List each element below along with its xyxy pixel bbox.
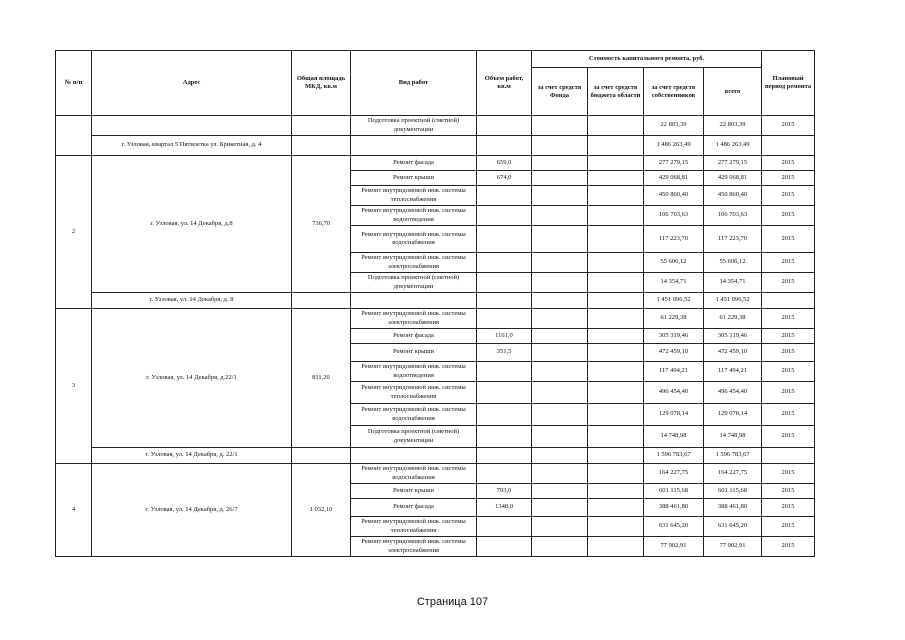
cell-work: Ремонт внутридомовой инж. системы электроснабжения bbox=[351, 537, 477, 557]
cell-work: Ремонт крыши bbox=[351, 171, 477, 186]
cell-fund bbox=[532, 382, 588, 404]
cell-work bbox=[351, 136, 477, 156]
cell-num: 3 bbox=[56, 309, 92, 464]
cell-fund bbox=[532, 156, 588, 171]
cell-budget bbox=[588, 464, 644, 484]
cell-fund bbox=[532, 404, 588, 426]
cell-owners: 117 223,70 bbox=[644, 226, 704, 253]
cell-work: Ремонт внутридомовой инж. системы водоснабжения bbox=[351, 464, 477, 484]
cell-period: 2015 bbox=[762, 226, 815, 253]
subtotal-address: г. Узловая, квартал 5 Пятилетка ул. Брикетная, д. 4 bbox=[92, 136, 292, 156]
cell-area: 1 032,10 bbox=[292, 464, 351, 557]
cell-owners: 164 227,75 bbox=[644, 464, 704, 484]
cell-volume bbox=[477, 273, 532, 293]
cell-work: Ремонт внутридомовой инж. системы водоотведения bbox=[351, 206, 477, 226]
cell-owners: 14 748,98 bbox=[644, 426, 704, 448]
cell-work: Ремонт фасада bbox=[351, 156, 477, 171]
cell-owners: 22 803,39 bbox=[644, 116, 704, 136]
cell-volume bbox=[477, 226, 532, 253]
cell-work: Подготовка проектной (сметной) документации bbox=[351, 273, 477, 293]
cell-budget bbox=[588, 329, 644, 344]
cell-total: 117 223,70 bbox=[704, 226, 762, 253]
cell-work: Ремонт внутридомовой инж. системы электроснабжения bbox=[351, 253, 477, 273]
cell-owners: 450 860,40 bbox=[644, 186, 704, 206]
cell-volume: 674,0 bbox=[477, 171, 532, 186]
cell-budget bbox=[588, 226, 644, 253]
cell-address: г. Узловая, ул. 14 Декабря, д.22/1 bbox=[92, 309, 292, 448]
cell-volume bbox=[477, 517, 532, 537]
cell-period: 2015 bbox=[762, 156, 815, 171]
cell-fund bbox=[532, 484, 588, 499]
cell-work: Подготовка проектной (сметной) документации bbox=[351, 116, 477, 136]
cell-total: 14 748,98 bbox=[704, 426, 762, 448]
cell-total: 117 494,21 bbox=[704, 362, 762, 382]
cell-period: 2015 bbox=[762, 329, 815, 344]
cell-work: Ремонт внутридомовой инж. системы водоснабжения bbox=[351, 226, 477, 253]
cell-budget bbox=[588, 499, 644, 517]
cell-fund bbox=[532, 448, 588, 464]
cell-total: 14 354,71 bbox=[704, 273, 762, 293]
cell-budget bbox=[588, 206, 644, 226]
cell-volume bbox=[477, 537, 532, 557]
cell-budget bbox=[588, 186, 644, 206]
cell-address bbox=[92, 116, 292, 136]
table-row bbox=[56, 116, 815, 136]
cell-owners: 55 606,12 bbox=[644, 253, 704, 273]
cell-total: 631 645,20 bbox=[704, 517, 762, 537]
cell-budget bbox=[588, 309, 644, 329]
cell-fund bbox=[532, 293, 588, 309]
cell-work: Ремонт крыши bbox=[351, 484, 477, 499]
cell-total: 22 803,39 bbox=[704, 116, 762, 136]
cell-budget bbox=[588, 362, 644, 382]
cell-budget bbox=[588, 404, 644, 426]
cell-budget bbox=[588, 253, 644, 273]
cell-owners: 601 115,68 bbox=[644, 484, 704, 499]
cell-total: 164 227,75 bbox=[704, 464, 762, 484]
cell-owners: 61 229,38 bbox=[644, 309, 704, 329]
table-row bbox=[56, 156, 815, 171]
cell-budget bbox=[588, 382, 644, 404]
cell-period: 2015 bbox=[762, 116, 815, 136]
cell-total: 496 454,40 bbox=[704, 382, 762, 404]
cell-volume bbox=[477, 309, 532, 329]
cell-volume bbox=[477, 464, 532, 484]
cell-volume: 1161,0 bbox=[477, 329, 532, 344]
cell-period: 2015 bbox=[762, 186, 815, 206]
cell-period: 2015 bbox=[762, 309, 815, 329]
cell-total: 388 461,80 bbox=[704, 499, 762, 517]
cell-work: Ремонт внутридомовой инж. системы электроснабжения bbox=[351, 309, 477, 329]
cell-total: 450 860,40 bbox=[704, 186, 762, 206]
subtotal-total: 1 486 263,49 bbox=[704, 136, 762, 156]
cell-address: г. Узловая, ул. 14 Декабря, д.8 bbox=[92, 156, 292, 293]
cell-fund bbox=[532, 537, 588, 557]
cell-volume bbox=[477, 382, 532, 404]
cell-period: 2015 bbox=[762, 464, 815, 484]
header-fund: за счет средств Фонда bbox=[532, 68, 588, 116]
cell-fund bbox=[532, 344, 588, 362]
cell-fund bbox=[532, 464, 588, 484]
cell-total: 129 078,14 bbox=[704, 404, 762, 426]
cell-period: 2015 bbox=[762, 426, 815, 448]
cell-num bbox=[56, 116, 92, 156]
cell-work: Ремонт внутридомовой инж. системы теплоснабжения bbox=[351, 382, 477, 404]
cell-num: 2 bbox=[56, 156, 92, 309]
cell-total: 305 319,46 bbox=[704, 329, 762, 344]
cell-period bbox=[762, 293, 815, 309]
cell-budget bbox=[588, 448, 644, 464]
cell-work bbox=[351, 293, 477, 309]
cell-work: Ремонт внутридомовой инж. системы водоснабжения bbox=[351, 404, 477, 426]
cell-area bbox=[292, 136, 351, 156]
subtotal-total: 1 596 783,67 bbox=[704, 448, 762, 464]
cell-fund bbox=[532, 116, 588, 136]
cell-volume bbox=[477, 253, 532, 273]
cell-period: 2015 bbox=[762, 537, 815, 557]
cell-budget bbox=[588, 116, 644, 136]
cell-budget bbox=[588, 537, 644, 557]
header-period: Плановый период ремонта bbox=[762, 51, 815, 116]
cell-volume bbox=[477, 293, 532, 309]
cell-fund bbox=[532, 171, 588, 186]
cell-owners: 77 902,91 bbox=[644, 537, 704, 557]
cell-work: Подготовка проектной (сметной) документации bbox=[351, 426, 477, 448]
cell-owners: 472 459,10 bbox=[644, 344, 704, 362]
cell-owners: 496 454,40 bbox=[644, 382, 704, 404]
cell-volume bbox=[477, 206, 532, 226]
cell-fund bbox=[532, 186, 588, 206]
cell-budget bbox=[588, 293, 644, 309]
cell-period: 2015 bbox=[762, 362, 815, 382]
cell-period: 2015 bbox=[762, 382, 815, 404]
header-owners: за счет средств собственников bbox=[644, 68, 704, 116]
cell-period: 2015 bbox=[762, 484, 815, 499]
cell-fund bbox=[532, 273, 588, 293]
cell-total: 601 115,68 bbox=[704, 484, 762, 499]
cell-period: 2015 bbox=[762, 499, 815, 517]
cell-area bbox=[292, 293, 351, 309]
cell-period bbox=[762, 136, 815, 156]
cell-volume: 659,0 bbox=[477, 156, 532, 171]
cell-area: 736,70 bbox=[292, 156, 351, 293]
cell-volume bbox=[477, 186, 532, 206]
header-budget: за счет средств бюджета области bbox=[588, 68, 644, 116]
cell-volume bbox=[477, 448, 532, 464]
cell-work: Ремонт фасада bbox=[351, 329, 477, 344]
subtotal-row bbox=[56, 448, 815, 464]
cell-volume bbox=[477, 116, 532, 136]
cell-owners: 14 354,71 bbox=[644, 273, 704, 293]
cell-work: Ремонт крыши bbox=[351, 344, 477, 362]
subtotal-address: г. Узловая, ул. 14 Декабря, д. 8 bbox=[92, 293, 292, 309]
cell-total: 106 703,63 bbox=[704, 206, 762, 226]
page-number: Страница 107 bbox=[416, 596, 489, 608]
cell-volume: 351,5 bbox=[477, 344, 532, 362]
cell-budget bbox=[588, 171, 644, 186]
header-cost-group: Стоимость капитального ремонта, руб. bbox=[532, 51, 762, 68]
cell-work: Ремонт внутридомовой инж. системы теплоснабжения bbox=[351, 517, 477, 537]
cell-budget bbox=[588, 344, 644, 362]
subtotal-owners: 1 596 783,67 bbox=[644, 448, 704, 464]
cell-budget bbox=[588, 517, 644, 537]
cell-budget bbox=[588, 484, 644, 499]
cell-owners: 388 461,80 bbox=[644, 499, 704, 517]
cell-period: 2015 bbox=[762, 253, 815, 273]
cell-area bbox=[292, 448, 351, 464]
subtotal-owners: 1 451 096,52 bbox=[644, 293, 704, 309]
subtotal-row bbox=[56, 293, 815, 309]
cell-budget bbox=[588, 156, 644, 171]
subtotal-total: 1 451 096,52 bbox=[704, 293, 762, 309]
cell-volume bbox=[477, 404, 532, 426]
cell-volume bbox=[477, 362, 532, 382]
cell-volume bbox=[477, 136, 532, 156]
cell-period: 2015 bbox=[762, 273, 815, 293]
capital-repair-table bbox=[55, 50, 815, 557]
cell-fund bbox=[532, 329, 588, 344]
cell-work bbox=[351, 448, 477, 464]
subtotal-address: г. Узловая, ул. 14 Декабря, д. 22/1 bbox=[92, 448, 292, 464]
header-num: № п/п bbox=[56, 51, 92, 116]
cell-area: 811,20 bbox=[292, 309, 351, 448]
subtotal-row bbox=[56, 136, 815, 156]
cell-fund bbox=[532, 499, 588, 517]
header-area: Общая площадь МКД, кв.м bbox=[292, 51, 351, 116]
cell-work: Ремонт внутридомовой инж. системы водоотведения bbox=[351, 362, 477, 382]
cell-owners: 429 068,81 bbox=[644, 171, 704, 186]
cell-total: 55 606,12 bbox=[704, 253, 762, 273]
table-row bbox=[56, 464, 815, 484]
cell-total: 277 279,15 bbox=[704, 156, 762, 171]
cell-owners: 277 279,15 bbox=[644, 156, 704, 171]
header-total: всего bbox=[704, 68, 762, 116]
cell-fund bbox=[532, 309, 588, 329]
cell-period: 2015 bbox=[762, 171, 815, 186]
cell-period: 2015 bbox=[762, 206, 815, 226]
cell-address: г. Узловая, ул. 14 Декабря, д. 26/7 bbox=[92, 464, 292, 557]
cell-num: 4 bbox=[56, 464, 92, 557]
cell-area bbox=[292, 116, 351, 136]
cell-period bbox=[762, 448, 815, 464]
cell-fund bbox=[532, 136, 588, 156]
header-address: Адрес bbox=[92, 51, 292, 116]
cell-work: Ремонт внутридомовой инж. системы теплоснабжения bbox=[351, 186, 477, 206]
cell-owners: 631 645,20 bbox=[644, 517, 704, 537]
cell-budget bbox=[588, 136, 644, 156]
header-row bbox=[56, 51, 815, 68]
cell-volume bbox=[477, 426, 532, 448]
cell-fund bbox=[532, 253, 588, 273]
header-volume: Объем работ, кв.м bbox=[477, 51, 532, 116]
cell-budget bbox=[588, 273, 644, 293]
cell-fund bbox=[532, 206, 588, 226]
cell-fund bbox=[532, 226, 588, 253]
cell-total: 429 068,81 bbox=[704, 171, 762, 186]
subtotal-owners: 1 486 263,49 bbox=[644, 136, 704, 156]
cell-fund bbox=[532, 362, 588, 382]
table-row bbox=[56, 309, 815, 329]
cell-work: Ремонт фасада bbox=[351, 499, 477, 517]
cell-budget bbox=[588, 426, 644, 448]
cell-volume: 793,0 bbox=[477, 484, 532, 499]
cell-period: 2015 bbox=[762, 517, 815, 537]
cell-owners: 117 494,21 bbox=[644, 362, 704, 382]
cell-total: 472 459,10 bbox=[704, 344, 762, 362]
cell-owners: 129 078,14 bbox=[644, 404, 704, 426]
cell-fund bbox=[532, 517, 588, 537]
header-work-type: Вид работ bbox=[351, 51, 477, 116]
cell-total: 77 902,91 bbox=[704, 537, 762, 557]
cell-total: 61 229,38 bbox=[704, 309, 762, 329]
cell-period: 2015 bbox=[762, 404, 815, 426]
cell-volume: 1348,0 bbox=[477, 499, 532, 517]
cell-period: 2015 bbox=[762, 344, 815, 362]
cell-owners: 305 319,46 bbox=[644, 329, 704, 344]
cell-fund bbox=[532, 426, 588, 448]
cell-owners: 106 703,63 bbox=[644, 206, 704, 226]
